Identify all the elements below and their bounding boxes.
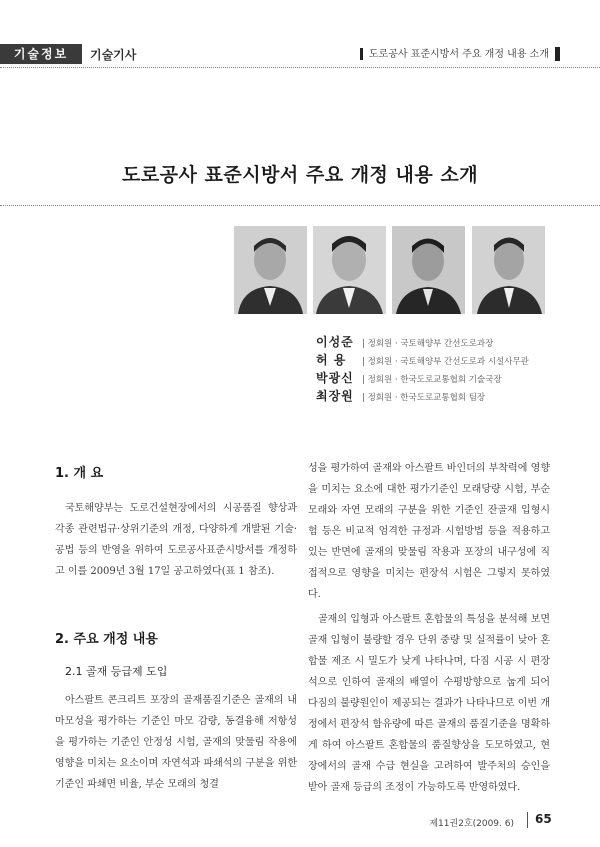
body-column-right xyxy=(308,458,550,798)
author-affiliation: | 정회원 · 한국도로교통협회 기술국장 xyxy=(362,375,502,385)
paragraph: 아스팔트 콘크리트 포장의 골재품질기준은 골재의 내마모성을 평가하는 기준인 마모 감량, 동결융해 저항성을 평가하는 기준인 안정성 시험, 골재의 맞물림 작용에 영향을 미치는 요소이며 자연석과 파쇄석의 구분을 위한 기준인 파쇄면 비율, 부순 모래의 청결 xyxy=(55,695,297,790)
author-affiliation: | 정회원 · 국토해양부 간선도로과 시설사무관 xyxy=(362,357,529,367)
author-affiliation: | 정회원 · 국토해양부 간선도로과장 xyxy=(362,339,494,349)
section-badge: 기술정보 xyxy=(0,44,82,64)
author-name: 이성준 xyxy=(316,335,354,349)
section-heading: 1. 개 요 xyxy=(55,466,104,481)
running-title xyxy=(360,45,560,65)
author-list xyxy=(316,331,586,403)
author-entry xyxy=(316,385,586,403)
author-photo xyxy=(234,226,307,314)
section-subtitle: 기술기사 xyxy=(90,48,137,62)
author-photo xyxy=(313,226,386,314)
author-name: 허 용 xyxy=(316,353,347,367)
body-column-left-intro xyxy=(55,498,297,582)
author-entry xyxy=(316,331,586,349)
paragraph: 골재의 입형과 아스팔트 혼합물의 특성을 분석해 보면 골재 입형이 불량할 경우 단위 중량 및 실적률이 낮아 혼합물 제조 시 밀도가 낮게 나타나며, 다짐 시공 시 편장석으로 인하여 골재의 배열이 수평방향으로 눕게 되어 다짐의 불량원인이 제공되는 결과가 나타나므로 이번 개정에서 편장석 함유량에 따른 골재의 품질기준을 명확하게 하여 아스팔트 혼합물의 품질향상을 도모하였고, 현장에서의 골재 수급 현실을 고려하여 발주처의 승인을 받아 골재 등급의 조정이 가능하도록 반영하였다. xyxy=(308,614,550,793)
author-affiliation: | 정회원 · 한국도로교통협회 팀장 xyxy=(362,393,486,403)
author-photo xyxy=(392,226,465,314)
author-entry xyxy=(316,349,586,367)
paragraph: 성을 평가하여 골재와 아스팔트 바인더의 부착력에 영향을 미치는 요소에 대한 평가기준인 모래당량 시험, 부순 모래와 자연 모래의 구분을 위한 기준인 잔골재 입형시험 등은 비교적 엄격한 규정과 시험방법 등을 적용하고 있는 반면에 골재의 맞물림 작용과 포장의 내구성에 직접적으로 영향을 미치는 편장석 시험은 그렇지 못하였다. xyxy=(308,463,550,600)
author-photos xyxy=(234,226,546,314)
section-heading: 2. 주요 개정 내용 xyxy=(55,632,158,647)
running-title-bar-left xyxy=(360,48,363,60)
page-number: 65 xyxy=(535,812,552,826)
footer-divider xyxy=(527,812,528,828)
body-column-left-main xyxy=(55,690,297,795)
paragraph: 국토해양부는 도로건설현장에서의 시공품질 향상과 각종 관련법규·상위기준의 개정, 다양하게 개발된 기술·공법 등의 반영을 위하여 도로공사표준시방서를 개정하고 이를 2009년 3월 17일 공고하였다(표 1 참조). xyxy=(55,503,297,577)
author-entry xyxy=(316,367,586,385)
running-title-text: 도로공사 표준시방서 주요 개정 내용 소개 xyxy=(368,49,549,60)
subsection-heading: 2.1 골재 등급제 도입 xyxy=(65,665,168,678)
title-divider xyxy=(0,205,600,206)
article-title: 도로공사 표준시방서 주요 개정 내용 소개 xyxy=(121,164,479,186)
running-title-bar-right xyxy=(555,47,560,61)
author-photo xyxy=(472,226,545,314)
publication-info: 제11권2호(2009. 6) xyxy=(429,819,514,829)
author-name: 최장원 xyxy=(316,389,354,403)
author-name: 박광신 xyxy=(316,371,354,385)
header-divider xyxy=(0,67,600,68)
